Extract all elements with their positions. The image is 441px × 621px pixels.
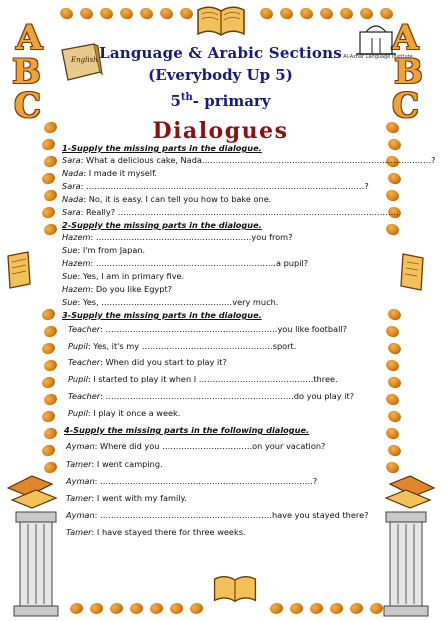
line-text: I went with my family.	[96, 493, 187, 503]
dialogue-line: Hazem: Do you like Egypt?	[62, 284, 173, 294]
border-dot	[279, 6, 295, 21]
border-dot	[319, 6, 335, 21]
grade-number: 5	[170, 92, 181, 110]
page-header-title: Language & Arabic Sections	[99, 44, 342, 62]
dialogue-line: Sara: Really? ………………………………………………………………………………………….	[62, 207, 399, 217]
grade-suffix: th	[180, 92, 193, 103]
line-text: ………………………………………………………you like football?	[105, 324, 347, 334]
border-dot	[43, 188, 59, 203]
institute-logo-caption: Al-Azhar Language Institute	[343, 54, 413, 60]
dialogue-line: Ayman: ……………………………………………………………………?	[66, 476, 318, 486]
border-dot	[169, 602, 184, 615]
speaker-name: Sara	[62, 155, 81, 165]
line-text: Yes, …………………………………………very much.	[82, 297, 279, 307]
dialogue-line: Tamer: I went with my family.	[66, 493, 187, 503]
dialogue-line: Pupil: I play it once a week.	[68, 408, 181, 418]
speaker-name: Sue	[62, 297, 78, 307]
speaker-name: Sue	[62, 271, 78, 281]
dialogue-line: Tamer: I went camping.	[66, 459, 163, 469]
line-text: …………………………………………………………a pupil?	[95, 258, 309, 268]
border-dot	[59, 6, 75, 21]
dialogue-line: Sue: Yes, …………………………………………very much.	[62, 297, 279, 307]
speaker-name: Nada	[62, 168, 84, 178]
decor-letter-c-left: C	[14, 86, 42, 126]
line-text: Yes, I am in primary five.	[82, 271, 185, 281]
speaker-name: Teacher	[68, 357, 101, 367]
border-dot	[386, 341, 402, 356]
line-text: ……………………………………………………………………?	[100, 476, 318, 486]
border-dot	[349, 602, 364, 615]
line-text: ………………………………………………………have you stayed there?	[100, 510, 369, 520]
border-dot	[99, 6, 115, 21]
border-dot	[41, 205, 57, 220]
line-text: I went camping.	[96, 459, 163, 469]
border-dot	[41, 341, 57, 356]
decor-letter-a-right: A	[392, 18, 419, 58]
border-dot	[309, 602, 324, 615]
border-dot	[159, 6, 175, 21]
dialogue-line: Pupil: I started to play it when I ……………………………………three.	[68, 374, 338, 384]
speaker-name: Ayman	[66, 510, 95, 520]
border-dot	[299, 6, 315, 21]
border-dot	[259, 6, 275, 21]
border-dot	[41, 171, 57, 186]
pillar-books-left-icon	[2, 470, 66, 620]
line-text: …………………………………………………you from?	[95, 232, 293, 242]
border-dot	[79, 6, 95, 21]
border-dot	[129, 602, 144, 615]
speaker-name: Teacher	[68, 324, 101, 334]
dialogue-line: Hazem: …………………………………………………………a pupil?	[62, 258, 309, 268]
dialogue-line: Ayman: Where did you ……………………………on your vacation?	[66, 441, 326, 451]
border-dot	[189, 602, 204, 615]
speaker-name: Sara	[62, 181, 81, 191]
border-dot	[384, 188, 400, 203]
border-dot	[386, 409, 402, 424]
side-book-right-icon	[398, 252, 430, 292]
decor-letter-c-right: C	[392, 86, 420, 126]
speaker-name: Teacher	[68, 391, 101, 401]
speaker-name: Hazem	[62, 284, 91, 294]
border-dot	[41, 375, 57, 390]
dialogue-line: Teacher: ………………………………………………………you like football?	[68, 324, 347, 334]
line-text: Do you like Egypt?	[95, 284, 173, 294]
border-dot	[384, 222, 400, 237]
dialogue-line: Sara: …………………………………………………………………………………………?	[62, 181, 369, 191]
border-dot	[43, 222, 59, 237]
dialogue-line: Sue: I'm from Japan.	[62, 245, 146, 255]
speaker-name: Hazem	[62, 232, 91, 242]
side-book-left-icon	[4, 250, 34, 290]
line-text: What a delicious cake, Nada…………………………………………………………………………?	[85, 155, 436, 165]
decor-letter-a-left: A	[16, 18, 43, 58]
dialogue-line: Sue: Yes, I am in primary five.	[62, 271, 185, 281]
dialogue-line: Teacher: ……………………………………………………………do you play it?	[68, 391, 355, 401]
border-dot	[384, 392, 400, 407]
line-text: Really? ………………………………………………………………………………………….	[85, 207, 399, 217]
border-dot	[149, 602, 164, 615]
english-book-label: English	[71, 56, 98, 64]
grade-level: - primary	[192, 92, 271, 110]
section-2-heading: 2-Supply the missing parts in the dialogue.	[62, 220, 262, 230]
speaker-name: Nada	[62, 194, 84, 204]
border-dot	[43, 324, 59, 339]
line-text: Yes, it's my …………………………………………sport.	[93, 341, 297, 351]
border-dot	[41, 409, 57, 424]
line-text: When did you start to play it?	[105, 357, 227, 367]
line-text: ……………………………………………………………do you play it?	[105, 391, 355, 401]
dialogue-line: Nada: No, it is easy. I can tell you how to bake one.	[62, 194, 272, 204]
pillar-books-right-icon	[376, 470, 440, 620]
border-dot	[386, 307, 402, 322]
decor-letter-b-left: B	[12, 52, 41, 92]
decor-letter-b-right: B	[394, 52, 423, 92]
border-dot	[43, 154, 59, 169]
line-text: I'm from Japan.	[82, 245, 146, 255]
speaker-name: Pupil	[68, 374, 88, 384]
speaker-name: Pupil	[68, 408, 88, 418]
border-dot	[109, 602, 124, 615]
dialogue-line: Sara: What a delicious cake, Nada…………………………………………………………………………?	[62, 155, 436, 165]
border-dot	[289, 602, 304, 615]
speaker-name: Tamer	[66, 493, 92, 503]
dialogue-line: Hazem: …………………………………………………you from?	[62, 232, 293, 242]
dialogue-line: Teacher: When did you start to play it?	[68, 357, 227, 367]
section-3-heading: 3-Supply the missing parts in the dialogue.	[62, 310, 262, 320]
speaker-name: Tamer	[66, 527, 92, 537]
line-text: I play it once a week.	[93, 408, 181, 418]
dialogue-line: Ayman: ………………………………………………………have you stayed there?	[66, 510, 369, 520]
line-text: …………………………………………………………………………………………?	[85, 181, 369, 191]
dialogues-heading: Dialogues	[152, 118, 289, 144]
border-dot	[69, 602, 84, 615]
border-dot	[329, 602, 344, 615]
border-dot	[139, 6, 155, 21]
speaker-name: Tamer	[66, 459, 92, 469]
border-dot	[179, 6, 195, 21]
section-4-heading: 4-Supply the missing parts in the following dialogue.	[64, 425, 310, 435]
border-dot	[41, 307, 57, 322]
border-dot	[43, 392, 59, 407]
dialogue-line: Tamer: I have stayed there for three weeks.	[66, 527, 246, 537]
speaker-name: Hazem	[62, 258, 91, 268]
dialogue-line: Nada: I made it myself.	[62, 168, 157, 178]
speaker-name: Sara	[62, 207, 81, 217]
speaker-name: Ayman	[66, 441, 95, 451]
section-1-heading: 1-Supply the missing parts in the dialogue.	[62, 143, 262, 153]
line-text: Where did you ……………………………on your vacation?	[100, 441, 326, 451]
speaker-name: Sue	[62, 245, 78, 255]
border-dot	[384, 426, 400, 441]
line-text: No, it is easy. I can tell you how to bake one.	[88, 194, 272, 204]
border-dot	[43, 358, 59, 373]
page-header-grade	[0, 92, 441, 110]
page-header-subtitle: (Everybody Up 5)	[148, 66, 293, 84]
border-dot	[384, 324, 400, 339]
open-book-bottom-icon	[212, 572, 258, 604]
open-book-icon	[196, 2, 246, 38]
line-text: I made it myself.	[88, 168, 157, 178]
border-dot	[89, 602, 104, 615]
speaker-name: Ayman	[66, 476, 95, 486]
border-dot	[386, 443, 402, 458]
border-dot	[384, 358, 400, 373]
line-text: I have stayed there for three weeks.	[96, 527, 246, 537]
border-dot	[386, 375, 402, 390]
border-dot	[269, 602, 284, 615]
border-dot	[41, 443, 57, 458]
border-dot	[43, 426, 59, 441]
border-dot	[119, 6, 135, 21]
line-text: I started to play it when I ……………………………………three.	[93, 374, 338, 384]
speaker-name: Pupil	[68, 341, 88, 351]
dialogue-line: Pupil: Yes, it's my …………………………………………sport.	[68, 341, 297, 351]
border-dot	[386, 171, 402, 186]
